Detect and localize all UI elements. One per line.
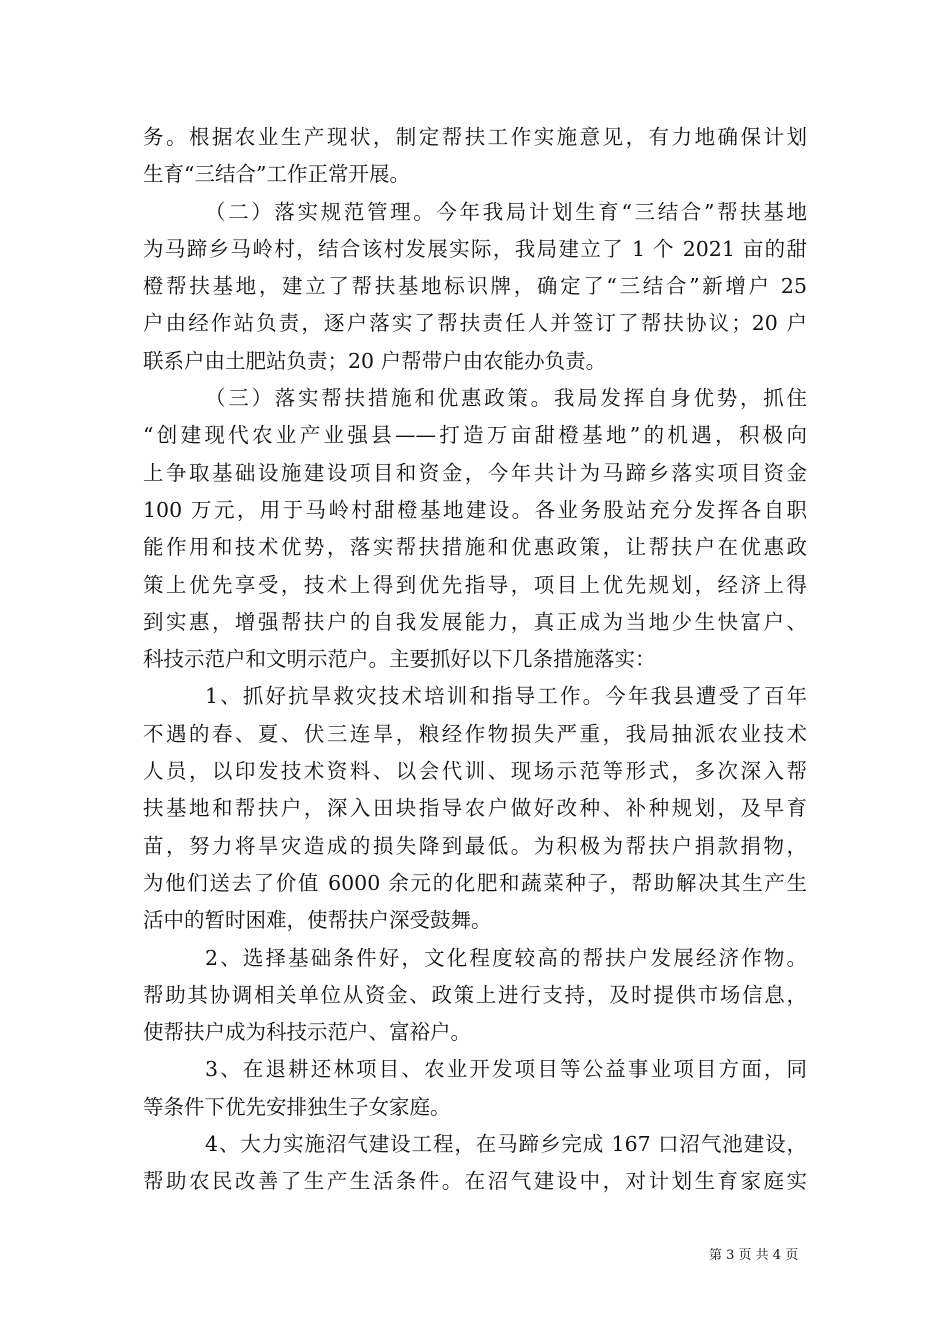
text-line: 上争取基础设施建设项目和资金，今年共计为马蹄乡落实项目资金: [143, 460, 807, 485]
text-line: 扶基地和帮扶户，深入田块指导农户做好改种、补种规划，及早育: [143, 796, 807, 821]
text-line-paragraph-start: 3、在退耕还林项目、农业开发项目等公益事业项目方面，同: [205, 1057, 807, 1082]
text-line: 联系户由土肥站负责；20 户帮带户由农能办负责。: [143, 348, 607, 373]
text-line: 为他们送去了价值 6000 余元的化肥和蔬菜种子，帮助解决其生产生: [143, 870, 807, 895]
text-line-paragraph-start: 4、大力实施沼气建设工程，在马蹄乡完成 167 口沼气池建设，: [205, 1132, 807, 1157]
text-line: 橙帮扶基地，建立了帮扶基地标识牌，确定了“三结合”新增户 25: [143, 274, 807, 299]
text-line-paragraph-start: （三）落实帮扶措施和优惠政策。我局发挥自身优势，抓住: [205, 386, 807, 411]
text-line-paragraph-start: （二）落实规范管理。今年我局计划生育“三结合”帮扶基地: [205, 199, 807, 224]
text-line: “创建现代农业产业强县——打造万亩甜橙基地”的机遇，积极向: [143, 423, 807, 448]
text-line: 苗，努力将旱灾造成的损失降到最低。为积极为帮扶户捐款捐物，: [143, 833, 807, 858]
text-line: 到实惠，增强帮扶户的自我发展能力，真正成为当地少生快富户、: [143, 609, 807, 634]
text-line: 生育“三结合”工作正常开展。: [143, 162, 410, 187]
text-line: 活中的暂时困难，使帮扶户深受鼓舞。: [143, 908, 492, 933]
text-line: 帮助其协调相关单位从资金、政策上进行支持，及时提供市场信息，: [143, 982, 807, 1007]
text-line: 使帮扶户成为科技示范户、富裕户。: [143, 1020, 471, 1045]
text-line: 100 万元，用于马岭村甜橙基地建设。各业务股站充分发挥各自职: [143, 497, 807, 522]
text-line: 策上优先享受，技术上得到优先指导，项目上优先规划，经济上得: [143, 572, 807, 597]
text-line: 务。根据农业生产现状，制定帮扶工作实施意见，有力地确保计划: [143, 125, 807, 149]
text-line: 户由经作站负责，逐户落实了帮扶责任人并签订了帮扶协议；20 户: [143, 311, 807, 336]
text-line: 等条件下优先安排独生子女家庭。: [143, 1094, 451, 1119]
text-line: 科技示范户和文明示范户。主要抓好以下几条措施落实：: [143, 647, 656, 672]
text-line: 为马蹄乡马岭村，结合该村发展实际，我局建立了 1 个 2021 亩的甜: [143, 236, 807, 261]
text-line-paragraph-start: 2、选择基础条件好，文化程度较高的帮扶户发展经济作物。: [205, 945, 807, 970]
text-line: 不遇的春、夏、伏三连旱，粮经作物损失严重，我局抽派农业技术: [143, 721, 807, 746]
text-line: 人员，以印发技术资料、以会代训、现场示范等形式，多次深入帮: [143, 759, 807, 784]
document-body: [143, 119, 807, 1201]
text-line: 能作用和技术优势，落实帮扶措施和优惠政策，让帮扶户在优惠政: [143, 535, 807, 560]
page-number-footer: 第 3 页 共 4 页: [709, 1248, 799, 1263]
text-line-paragraph-start: 1、抓好抗旱救灾技术培训和指导工作。今年我县遭受了百年: [205, 684, 807, 709]
text-line: 帮助农民改善了生产生活条件。在沼气建设中，对计划生育家庭实: [143, 1169, 807, 1194]
